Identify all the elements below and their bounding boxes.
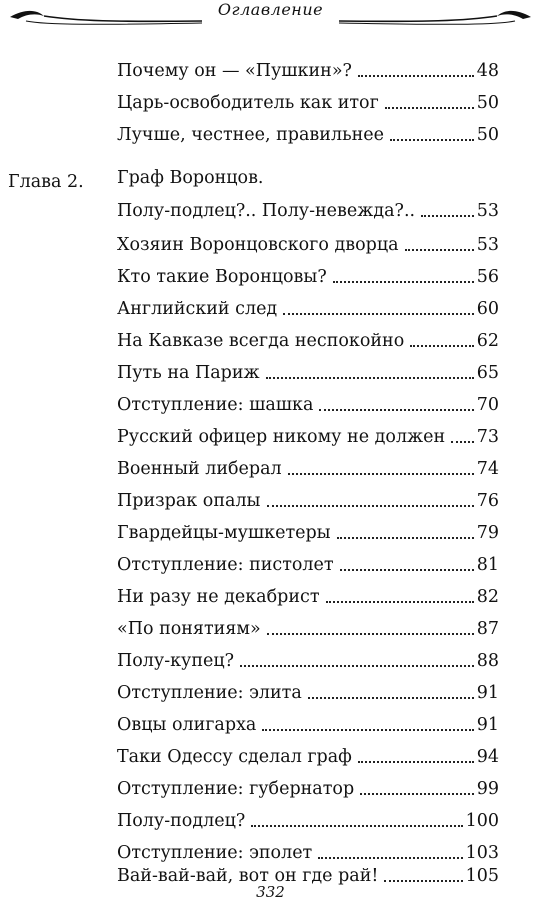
toc-entry	[117, 674, 499, 702]
entry-title: Английский след	[117, 298, 278, 319]
entry-page: 87	[476, 618, 499, 639]
entry-page: 53	[476, 200, 499, 221]
toc-entry	[117, 578, 499, 606]
toc-entry	[117, 386, 499, 414]
toc-entry	[117, 738, 499, 766]
entry-page: 81	[476, 554, 499, 575]
entry-page: 99	[476, 778, 499, 799]
dot-leader	[308, 697, 474, 699]
entry-title: На Кавказе всегда неспокойно	[117, 330, 405, 351]
chapter-label: Глава 2.	[8, 172, 84, 192]
running-header	[0, 0, 541, 40]
entry-title: Таки Одессу сделал граф	[117, 746, 352, 767]
dot-leader	[262, 729, 473, 731]
entry-title: Почему он — «Пушкин»?	[117, 60, 352, 81]
entry-page: 73	[476, 426, 499, 447]
dot-leader	[283, 313, 474, 315]
entry-title: Отступление: пистолет	[117, 554, 334, 575]
entry-title: Полу-подлец?	[117, 810, 246, 831]
entry-page: 88	[476, 650, 499, 671]
dot-leader	[358, 761, 474, 763]
dot-leader	[340, 569, 474, 571]
page-number: 332	[256, 883, 285, 901]
dot-leader	[358, 75, 474, 77]
entry-title: Полу-подлец?.. Полу-невежда?..	[117, 200, 416, 221]
toc-entry	[117, 482, 499, 510]
toc-entry	[117, 192, 499, 220]
entry-page: 100	[465, 810, 499, 831]
toc-entry	[117, 546, 499, 574]
dot-leader	[405, 249, 474, 251]
dot-leader	[240, 665, 474, 667]
toc-entry	[117, 802, 499, 830]
entry-title: Ни разу не декабрист	[117, 586, 320, 607]
header-title: Оглавление	[217, 0, 324, 19]
dot-leader	[333, 281, 474, 283]
entry-title: Путь на Париж	[117, 362, 260, 383]
dot-leader	[385, 107, 474, 109]
entry-page: 70	[476, 394, 499, 415]
toc-entry	[117, 418, 499, 446]
toc-entry	[117, 857, 499, 885]
entry-title: Отступление: эполет	[117, 842, 313, 863]
toc-entry	[117, 642, 499, 670]
entry-page: 74	[476, 458, 499, 479]
toc-entry	[117, 52, 499, 80]
toc-entry	[117, 514, 499, 542]
entry-page: 50	[476, 124, 499, 145]
dot-leader	[326, 601, 474, 603]
dot-leader	[267, 633, 474, 635]
entry-title: Отступление: шашка	[117, 394, 314, 415]
dot-leader	[251, 825, 462, 827]
entry-title: Хозяин Воронцовского дворца	[117, 234, 399, 255]
dot-leader	[390, 139, 474, 141]
toc-entry	[117, 354, 499, 382]
toc-entry	[117, 290, 499, 318]
dot-leader	[266, 377, 474, 379]
entry-page: 65	[476, 362, 499, 383]
entry-title: Лучше, честнее, правильнее	[117, 124, 384, 145]
entry-page: 94	[476, 746, 499, 767]
dot-leader	[267, 505, 474, 507]
entry-page: 79	[476, 522, 499, 543]
entry-page: 105	[465, 865, 499, 886]
entry-page: 53	[476, 234, 499, 255]
entry-page: 82	[476, 586, 499, 607]
entry-title: Полу-купец?	[117, 650, 235, 671]
toc-entry	[117, 770, 499, 798]
entry-title: Вай-вай-вай, вот он где рай!	[117, 865, 379, 886]
entry-title: Гвардейцы-мушкетеры	[117, 522, 331, 543]
entry-page: 91	[476, 682, 499, 703]
dot-leader	[421, 215, 474, 217]
entry-title: Военный либерал	[117, 458, 282, 479]
toc-entry	[117, 258, 499, 286]
entry-title: Царь-освободитель как итог	[117, 92, 379, 113]
entry-title: Отступление: элита	[117, 682, 302, 703]
entry-title: Овцы олигарха	[117, 714, 257, 735]
toc-entry	[117, 116, 499, 144]
toc-entry	[117, 706, 499, 734]
dot-leader	[337, 537, 474, 539]
entry-page: 60	[476, 298, 499, 319]
entry-title: Кто такие Воронцовы?	[117, 266, 327, 287]
entry-page: 76	[476, 490, 499, 511]
toc-entry	[117, 450, 499, 478]
toc-entry	[117, 322, 499, 350]
entry-title: Отступление: губернатор	[117, 778, 355, 799]
toc-entry	[117, 610, 499, 638]
entry-page: 91	[476, 714, 499, 735]
right-flourish-ornament	[335, 9, 535, 29]
dot-leader	[451, 441, 474, 443]
entry-page: 103	[465, 842, 499, 863]
entry-page: 50	[476, 92, 499, 113]
dot-leader	[360, 793, 474, 795]
dot-leader	[384, 880, 462, 882]
toc-entry	[117, 226, 499, 254]
toc-entry	[117, 84, 499, 112]
entry-page: 62	[476, 330, 499, 351]
entry-page: 56	[476, 266, 499, 287]
dot-leader	[288, 473, 474, 475]
entry-title: Призрак опалы	[117, 490, 261, 511]
dot-leader	[410, 345, 473, 347]
chapter-heading: Граф Воронцов.	[117, 168, 264, 188]
entry-title: Русский офицер никому не должен	[117, 426, 446, 447]
entry-title: «По понятиям»	[117, 618, 261, 639]
dot-leader	[319, 409, 473, 411]
entry-page: 48	[476, 60, 499, 81]
